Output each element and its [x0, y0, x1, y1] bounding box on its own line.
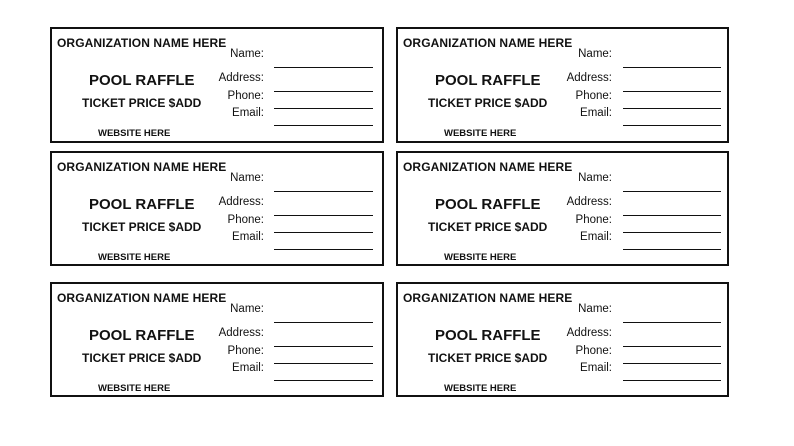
organization-name: ORGANIZATION NAME HERE — [403, 160, 573, 174]
name-label: Name: — [230, 303, 264, 315]
name-line[interactable] — [274, 178, 373, 192]
address-label: Address: — [218, 196, 264, 208]
email-line[interactable] — [274, 236, 373, 250]
organization-name: ORGANIZATION NAME HERE — [403, 291, 573, 305]
phone-label: Phone: — [575, 345, 612, 357]
website-label: WEBSITE HERE — [98, 383, 171, 394]
address-line[interactable] — [623, 333, 721, 347]
phone-line[interactable] — [623, 219, 721, 233]
name-label: Name: — [578, 48, 612, 60]
raffle-ticket — [396, 27, 729, 143]
ticket-price: TICKET PRICE $ADD — [82, 220, 202, 234]
raffle-ticket — [396, 151, 729, 266]
address-line[interactable] — [274, 202, 373, 216]
email-label: Email: — [232, 362, 264, 374]
email-label: Email: — [580, 107, 612, 119]
organization-name: ORGANIZATION NAME HERE — [57, 36, 227, 50]
phone-label: Phone: — [227, 90, 264, 102]
address-label: Address: — [218, 327, 264, 339]
email-line[interactable] — [623, 112, 721, 126]
raffle-ticket — [50, 282, 384, 397]
name-line[interactable] — [623, 54, 721, 68]
organization-name: ORGANIZATION NAME HERE — [57, 291, 227, 305]
phone-line[interactable] — [274, 219, 373, 233]
website-label: WEBSITE HERE — [444, 383, 517, 394]
ticket-price: TICKET PRICE $ADD — [428, 96, 548, 110]
website-label: WEBSITE HERE — [98, 252, 171, 263]
email-line[interactable] — [623, 367, 721, 381]
name-label: Name: — [230, 48, 264, 60]
phone-line[interactable] — [623, 350, 721, 364]
address-line[interactable] — [274, 333, 373, 347]
website-label: WEBSITE HERE — [444, 128, 517, 139]
name-line[interactable] — [274, 54, 373, 68]
name-line[interactable] — [623, 309, 721, 323]
email-line[interactable] — [274, 112, 373, 126]
ticket-price: TICKET PRICE $ADD — [82, 351, 202, 365]
address-line[interactable] — [274, 78, 373, 92]
email-line[interactable] — [623, 236, 721, 250]
address-label: Address: — [566, 72, 612, 84]
phone-label: Phone: — [227, 214, 264, 226]
ticket-price: TICKET PRICE $ADD — [428, 351, 548, 365]
raffle-title: POOL RAFFLE — [89, 196, 195, 213]
address-label: Address: — [218, 72, 264, 84]
raffle-title: POOL RAFFLE — [435, 327, 541, 344]
name-line[interactable] — [274, 309, 373, 323]
email-label: Email: — [232, 107, 264, 119]
raffle-ticket — [50, 27, 384, 143]
email-label: Email: — [580, 231, 612, 243]
name-label: Name: — [578, 172, 612, 184]
website-label: WEBSITE HERE — [98, 128, 171, 139]
raffle-title: POOL RAFFLE — [435, 72, 541, 89]
address-line[interactable] — [623, 78, 721, 92]
address-label: Address: — [566, 196, 612, 208]
phone-label: Phone: — [575, 90, 612, 102]
ticket-price: TICKET PRICE $ADD — [82, 96, 202, 110]
phone-line[interactable] — [274, 95, 373, 109]
ticket-price: TICKET PRICE $ADD — [428, 220, 548, 234]
raffle-ticket — [50, 151, 384, 266]
phone-line[interactable] — [623, 95, 721, 109]
name-line[interactable] — [623, 178, 721, 192]
raffle-title: POOL RAFFLE — [89, 72, 195, 89]
name-label: Name: — [578, 303, 612, 315]
phone-label: Phone: — [227, 345, 264, 357]
raffle-title: POOL RAFFLE — [89, 327, 195, 344]
raffle-title: POOL RAFFLE — [435, 196, 541, 213]
phone-line[interactable] — [274, 350, 373, 364]
raffle-ticket — [396, 282, 729, 397]
address-label: Address: — [566, 327, 612, 339]
address-line[interactable] — [623, 202, 721, 216]
organization-name: ORGANIZATION NAME HERE — [57, 160, 227, 174]
phone-label: Phone: — [575, 214, 612, 226]
organization-name: ORGANIZATION NAME HERE — [403, 36, 573, 50]
website-label: WEBSITE HERE — [444, 252, 517, 263]
email-line[interactable] — [274, 367, 373, 381]
email-label: Email: — [232, 231, 264, 243]
name-label: Name: — [230, 172, 264, 184]
email-label: Email: — [580, 362, 612, 374]
